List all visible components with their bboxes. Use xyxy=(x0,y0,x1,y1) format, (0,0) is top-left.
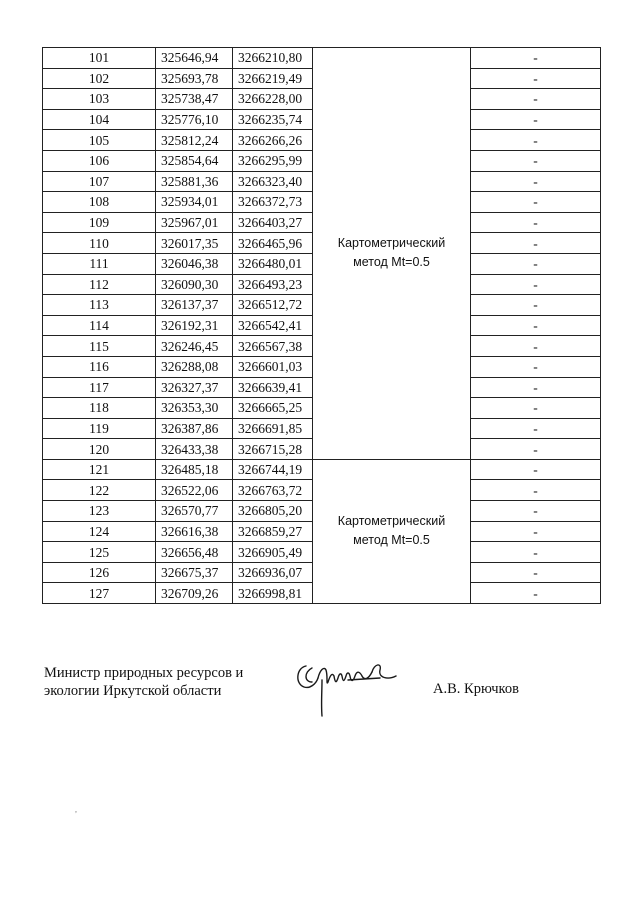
coord-y: 3266295,99 xyxy=(233,150,313,171)
coord-y: 3266235,74 xyxy=(233,109,313,130)
coord-y: 3266493,23 xyxy=(233,274,313,295)
coord-y: 3266542,41 xyxy=(233,315,313,336)
coord-y: 3266465,96 xyxy=(233,233,313,254)
coord-x: 326709,26 xyxy=(156,583,233,604)
note-cell: - xyxy=(471,48,601,69)
coord-x: 325854,64 xyxy=(156,150,233,171)
coord-x: 326137,37 xyxy=(156,295,233,316)
point-number: 107 xyxy=(43,171,156,192)
coord-y: 3266691,85 xyxy=(233,418,313,439)
note-cell: - xyxy=(471,212,601,233)
point-number: 115 xyxy=(43,336,156,357)
point-number: 122 xyxy=(43,480,156,501)
note-cell: - xyxy=(471,130,601,151)
note-cell: - xyxy=(471,501,601,522)
coord-y: 3266228,00 xyxy=(233,89,313,110)
coord-y: 3266715,28 xyxy=(233,439,313,460)
note-cell: - xyxy=(471,562,601,583)
coord-x: 326433,38 xyxy=(156,439,233,460)
point-number: 121 xyxy=(43,459,156,480)
point-number: 101 xyxy=(43,48,156,69)
coord-y: 3266905,49 xyxy=(233,542,313,563)
coord-x: 326017,35 xyxy=(156,233,233,254)
point-number: 114 xyxy=(43,315,156,336)
note-cell: - xyxy=(471,480,601,501)
note-cell: - xyxy=(471,89,601,110)
note-cell: - xyxy=(471,377,601,398)
point-number: 120 xyxy=(43,439,156,460)
note-cell: - xyxy=(471,68,601,89)
coord-x: 325934,01 xyxy=(156,192,233,213)
coord-x: 326288,08 xyxy=(156,356,233,377)
coord-y: 3266323,40 xyxy=(233,171,313,192)
coord-y: 3266403,27 xyxy=(233,212,313,233)
coord-y: 3266567,38 xyxy=(233,336,313,357)
note-cell: - xyxy=(471,171,601,192)
coord-x: 326570,77 xyxy=(156,501,233,522)
note-cell: - xyxy=(471,274,601,295)
point-number: 102 xyxy=(43,68,156,89)
coord-x: 326656,48 xyxy=(156,542,233,563)
point-number: 111 xyxy=(43,253,156,274)
note-cell: - xyxy=(471,521,601,542)
note-cell: - xyxy=(471,109,601,130)
coord-y: 3266639,41 xyxy=(233,377,313,398)
point-number: 105 xyxy=(43,130,156,151)
note-cell: - xyxy=(471,192,601,213)
method-line2: метод Mt=0.5 xyxy=(353,533,430,548)
scan-speck: , xyxy=(75,805,77,814)
note-cell: - xyxy=(471,356,601,377)
coord-y: 3266219,49 xyxy=(233,68,313,89)
note-cell: - xyxy=(471,398,601,419)
coord-x: 325812,24 xyxy=(156,130,233,151)
point-number: 108 xyxy=(43,192,156,213)
point-number: 123 xyxy=(43,501,156,522)
note-cell: - xyxy=(471,459,601,480)
point-number: 125 xyxy=(43,542,156,563)
method-line1: Картометрический xyxy=(337,514,446,529)
coord-x: 326327,37 xyxy=(156,377,233,398)
coord-x: 326485,18 xyxy=(156,459,233,480)
point-number: 117 xyxy=(43,377,156,398)
coord-x: 325967,01 xyxy=(156,212,233,233)
point-number: 118 xyxy=(43,398,156,419)
note-cell: - xyxy=(471,439,601,460)
coord-x: 325881,36 xyxy=(156,171,233,192)
note-cell: - xyxy=(471,253,601,274)
point-number: 106 xyxy=(43,150,156,171)
signature-title-line1: Министр природных ресурсов и xyxy=(44,665,244,681)
handwritten-signature xyxy=(292,658,407,720)
coordinates-table xyxy=(42,47,601,604)
point-number: 124 xyxy=(43,521,156,542)
coord-y: 3266665,25 xyxy=(233,398,313,419)
coord-x: 326046,38 xyxy=(156,253,233,274)
method-cell xyxy=(313,459,471,603)
coord-y: 3266744,19 xyxy=(233,459,313,480)
note-cell: - xyxy=(471,315,601,336)
note-cell: - xyxy=(471,150,601,171)
point-number: 112 xyxy=(43,274,156,295)
coord-x: 325776,10 xyxy=(156,109,233,130)
coord-y: 3266266,26 xyxy=(233,130,313,151)
method-line1: Картометрический xyxy=(337,236,446,251)
signature-title xyxy=(44,664,243,700)
coord-x: 325738,47 xyxy=(156,89,233,110)
point-number: 119 xyxy=(43,418,156,439)
point-number: 103 xyxy=(43,89,156,110)
coord-y: 3266372,73 xyxy=(233,192,313,213)
table-row xyxy=(43,48,601,69)
note-cell: - xyxy=(471,583,601,604)
coord-y: 3266805,20 xyxy=(233,501,313,522)
signatory-name: А.В. Крючков xyxy=(433,681,519,697)
note-cell: - xyxy=(471,295,601,316)
signature-title-line2: экологии Иркутской области xyxy=(44,683,222,699)
coord-x: 325646,94 xyxy=(156,48,233,69)
coord-y: 3266936,07 xyxy=(233,562,313,583)
coord-y: 3266763,72 xyxy=(233,480,313,501)
coord-y: 3266601,03 xyxy=(233,356,313,377)
coord-y: 3266210,80 xyxy=(233,48,313,69)
coord-x: 325693,78 xyxy=(156,68,233,89)
point-number: 104 xyxy=(43,109,156,130)
point-number: 110 xyxy=(43,233,156,254)
point-number: 116 xyxy=(43,356,156,377)
note-cell: - xyxy=(471,542,601,563)
coord-x: 326192,31 xyxy=(156,315,233,336)
coord-y: 3266512,72 xyxy=(233,295,313,316)
point-number: 127 xyxy=(43,583,156,604)
coord-x: 326353,30 xyxy=(156,398,233,419)
coord-x: 326090,30 xyxy=(156,274,233,295)
note-cell: - xyxy=(471,233,601,254)
point-number: 109 xyxy=(43,212,156,233)
coord-x: 326522,06 xyxy=(156,480,233,501)
note-cell: - xyxy=(471,418,601,439)
coord-x: 326387,86 xyxy=(156,418,233,439)
method-line2: метод Mt=0.5 xyxy=(353,255,430,270)
coord-y: 3266859,27 xyxy=(233,521,313,542)
point-number: 113 xyxy=(43,295,156,316)
coord-y: 3266480,01 xyxy=(233,253,313,274)
note-cell: - xyxy=(471,336,601,357)
coord-y: 3266998,81 xyxy=(233,583,313,604)
coord-x: 326246,45 xyxy=(156,336,233,357)
method-cell xyxy=(313,48,471,460)
coord-x: 326616,38 xyxy=(156,521,233,542)
table-row xyxy=(43,459,601,480)
coord-x: 326675,37 xyxy=(156,562,233,583)
point-number: 126 xyxy=(43,562,156,583)
